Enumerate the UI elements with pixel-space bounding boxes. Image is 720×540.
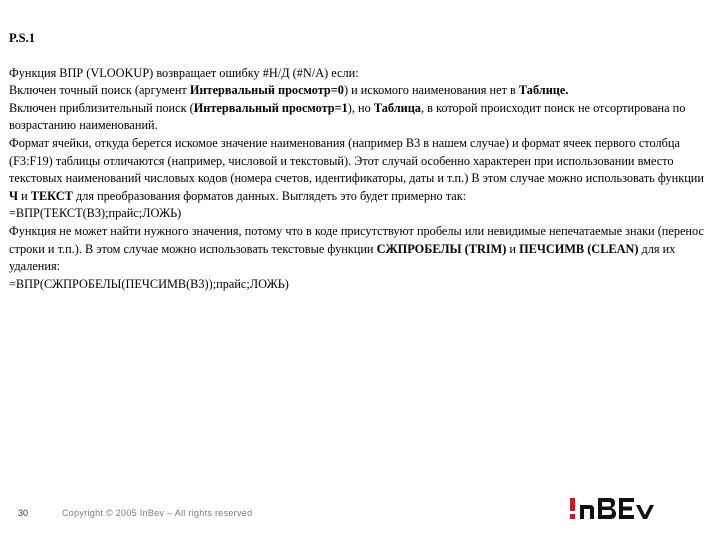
logo-letter-b (598, 498, 616, 519)
bold-term: СЖПРОБЕЛЫ (TRIM) (376, 241, 507, 256)
text-run: Формат ячейки, откуда берется искомое значение наименования (например B3 в нашем случае) и формат ячеек первого столбца (F3:F19) таблицы отличаются (например, числовой и текстовый). Этот случай особенно характерен при использовании вместо текстовых наименований числовых кодов (номера счетов, идентификаторы, даты и т.п.) В этом случае можно использовать функции (9, 135, 704, 186)
logo-letter-e (619, 498, 634, 519)
text-run: Включен точный поиск (аргумент (9, 83, 190, 98)
text-run: ) и искомого наименования нет в (343, 83, 519, 98)
bold-term: ПЕЧСИМВ (CLEAN) (519, 241, 639, 256)
paragraph-list (9, 65, 715, 294)
page-number: 30 (18, 508, 29, 518)
paragraph (9, 205, 715, 223)
paragraph (9, 65, 715, 83)
text-run: и (18, 188, 31, 203)
footer (0, 500, 720, 540)
text-run: , в которой происходит поиск не отсортирована по возрастанию наименований. (9, 100, 686, 133)
bold-term: Таблице. (518, 83, 569, 98)
text-run: и (506, 241, 520, 256)
bold-term: Интервальный просмотр=1 (193, 100, 348, 115)
copyright-notice: Copyright © 2005 InBev – All rights reserved (62, 508, 253, 518)
text-run: =ВПР(ТЕКСТ(B3);прайс;ЛОЖЬ) (9, 206, 182, 221)
text-run: для их удаления: (9, 241, 676, 274)
logo-letter-n (580, 505, 594, 519)
inbev-logo (568, 492, 668, 524)
text-run: Включен приблизительный поиск ( (9, 100, 194, 115)
text-run: =ВПР(СЖПРОБЕЛЫ(ПЕЧСИМВ(B3));прайс;ЛОЖЬ) (9, 276, 289, 291)
paragraph (9, 100, 715, 135)
bold-term: Таблица (373, 100, 421, 115)
bold-term: ТЕКСТ (30, 188, 73, 203)
text-run: Функция не может найти нужного значения, потому что в коде присутствуют пробелы или невидимые непечатаемые знаки (перенос строки и т.п.). В этом случае можно использовать текстовые функции (9, 223, 704, 256)
text-run: ), но (347, 100, 374, 115)
paragraph (9, 223, 715, 276)
logo-red-dot (570, 514, 575, 519)
paragraph (9, 276, 715, 294)
slide-title: P.S.1 (9, 31, 35, 45)
paragraph (9, 135, 715, 205)
text-run: для преобразования форматов данных. Выглядеть это будет примерно так: (72, 188, 467, 203)
bold-term: Ч (9, 188, 19, 203)
bold-term: Интервальный просмотр=0 (189, 83, 344, 98)
slide-body (9, 30, 715, 293)
logo-red-bar (570, 498, 575, 511)
logo-letter-v (636, 505, 654, 519)
text-run: Функция ВПР (VLOOKUP) возвращает ошибку #Н/Д (#N/A) если: (9, 65, 359, 80)
paragraph (9, 82, 715, 100)
